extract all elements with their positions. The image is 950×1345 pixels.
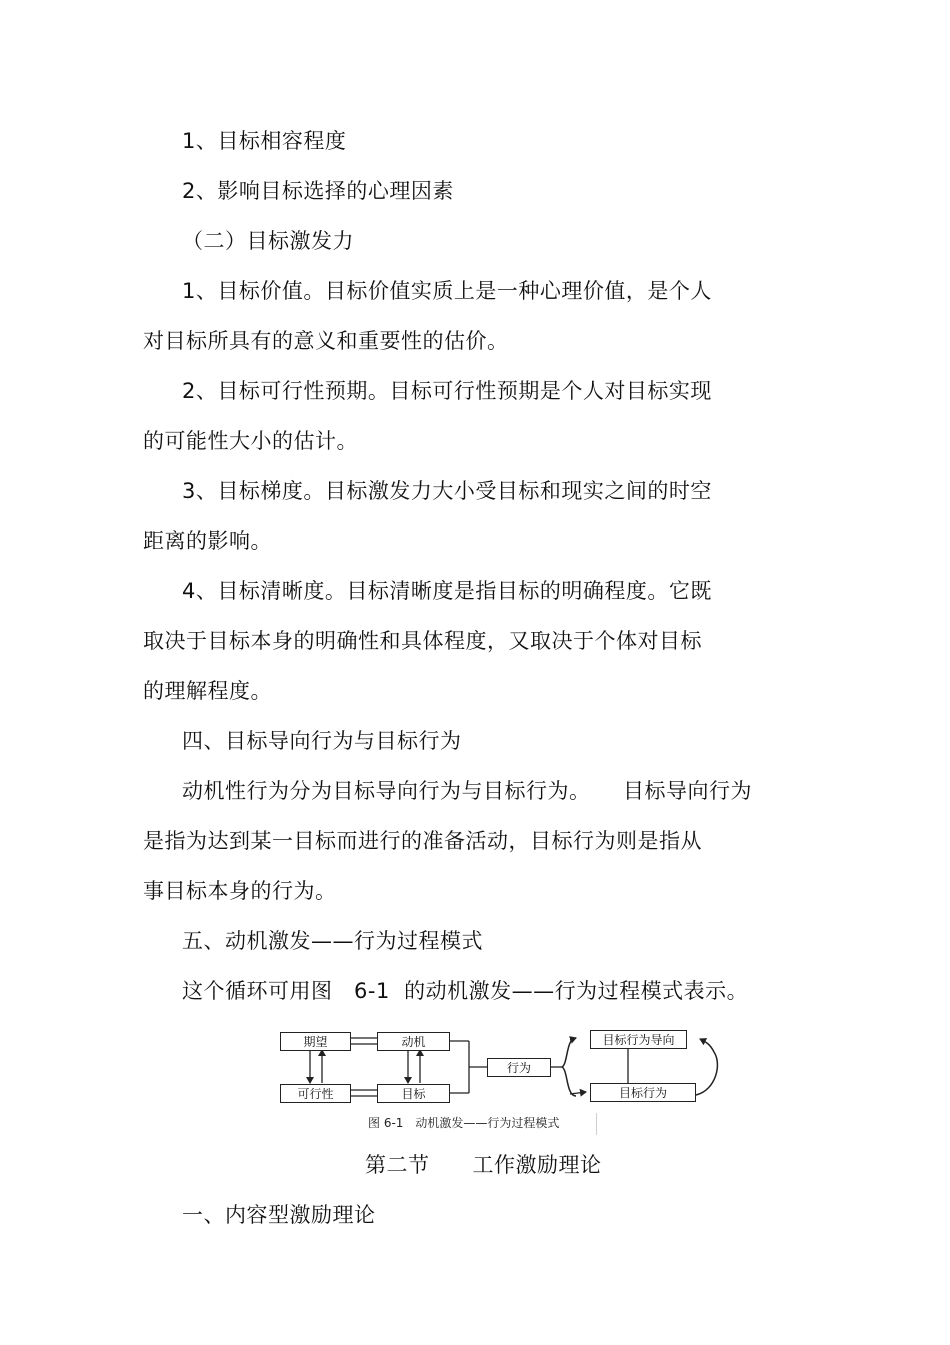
para-line-15: 是指为达到某一目标而进行的准备活动，目标行为则是指从 <box>143 829 702 853</box>
para-line-8: 3、目标梯度。目标激发力大小受目标和现实之间的时空 <box>182 479 712 503</box>
para-line-10: 4、目标清晰度。目标清晰度是指目标的明确程度。它既 <box>182 579 712 603</box>
para-line-11: 取决于目标本身的明确性和具体程度，又取决于个体对目标 <box>143 629 702 653</box>
para-line-6: 2、目标可行性预期。目标可行性预期是个人对目标实现 <box>182 379 712 403</box>
box-motive: 动机 <box>377 1032 450 1051</box>
box-goal-directed-behavior: 目标行为导向 <box>590 1030 687 1049</box>
section-heading-5: 五、动机激发——行为过程模式 <box>182 929 483 953</box>
section-heading-4: 四、目标导向行为与目标行为 <box>182 729 462 753</box>
box-goal: 目标 <box>377 1084 450 1103</box>
box-expectation: 期望 <box>280 1032 351 1051</box>
box-behavior: 行为 <box>487 1058 551 1077</box>
para-line-14: 动机性行为分为目标导向行为与目标行为。 目标导向行为 <box>182 779 752 803</box>
para-line-9: 距离的影响。 <box>143 529 272 553</box>
para-line-5: 对目标所具有的意义和重要性的估价。 <box>143 329 509 353</box>
box-feasibility: 可行性 <box>280 1084 351 1103</box>
para-line-12: 的理解程度。 <box>143 679 272 703</box>
para-line-2: 2、影响目标选择的心理因素 <box>182 179 454 203</box>
para-line-7: 的可能性大小的估计。 <box>143 429 358 453</box>
caption-divider <box>596 1113 597 1135</box>
box-goal-behavior: 目标行为 <box>590 1083 696 1102</box>
para-line-18: 这个循环可用图 6-1 的动机激发——行为过程模式表示。 <box>182 979 749 1003</box>
subheading: 一、内容型激励理论 <box>182 1203 376 1227</box>
section-title: 第二节 工作激励理论 <box>365 1153 602 1177</box>
para-line-4: 1、目标价值。目标价值实质上是一种心理价值，是个人 <box>182 279 712 303</box>
para-line-1: 1、目标相容程度 <box>182 129 347 153</box>
subsection-heading: （二）目标激发力 <box>182 229 354 253</box>
figure-caption: 图 6-1 动机激发——行为过程模式 <box>368 1116 560 1130</box>
para-line-16: 事目标本身的行为。 <box>143 879 337 903</box>
